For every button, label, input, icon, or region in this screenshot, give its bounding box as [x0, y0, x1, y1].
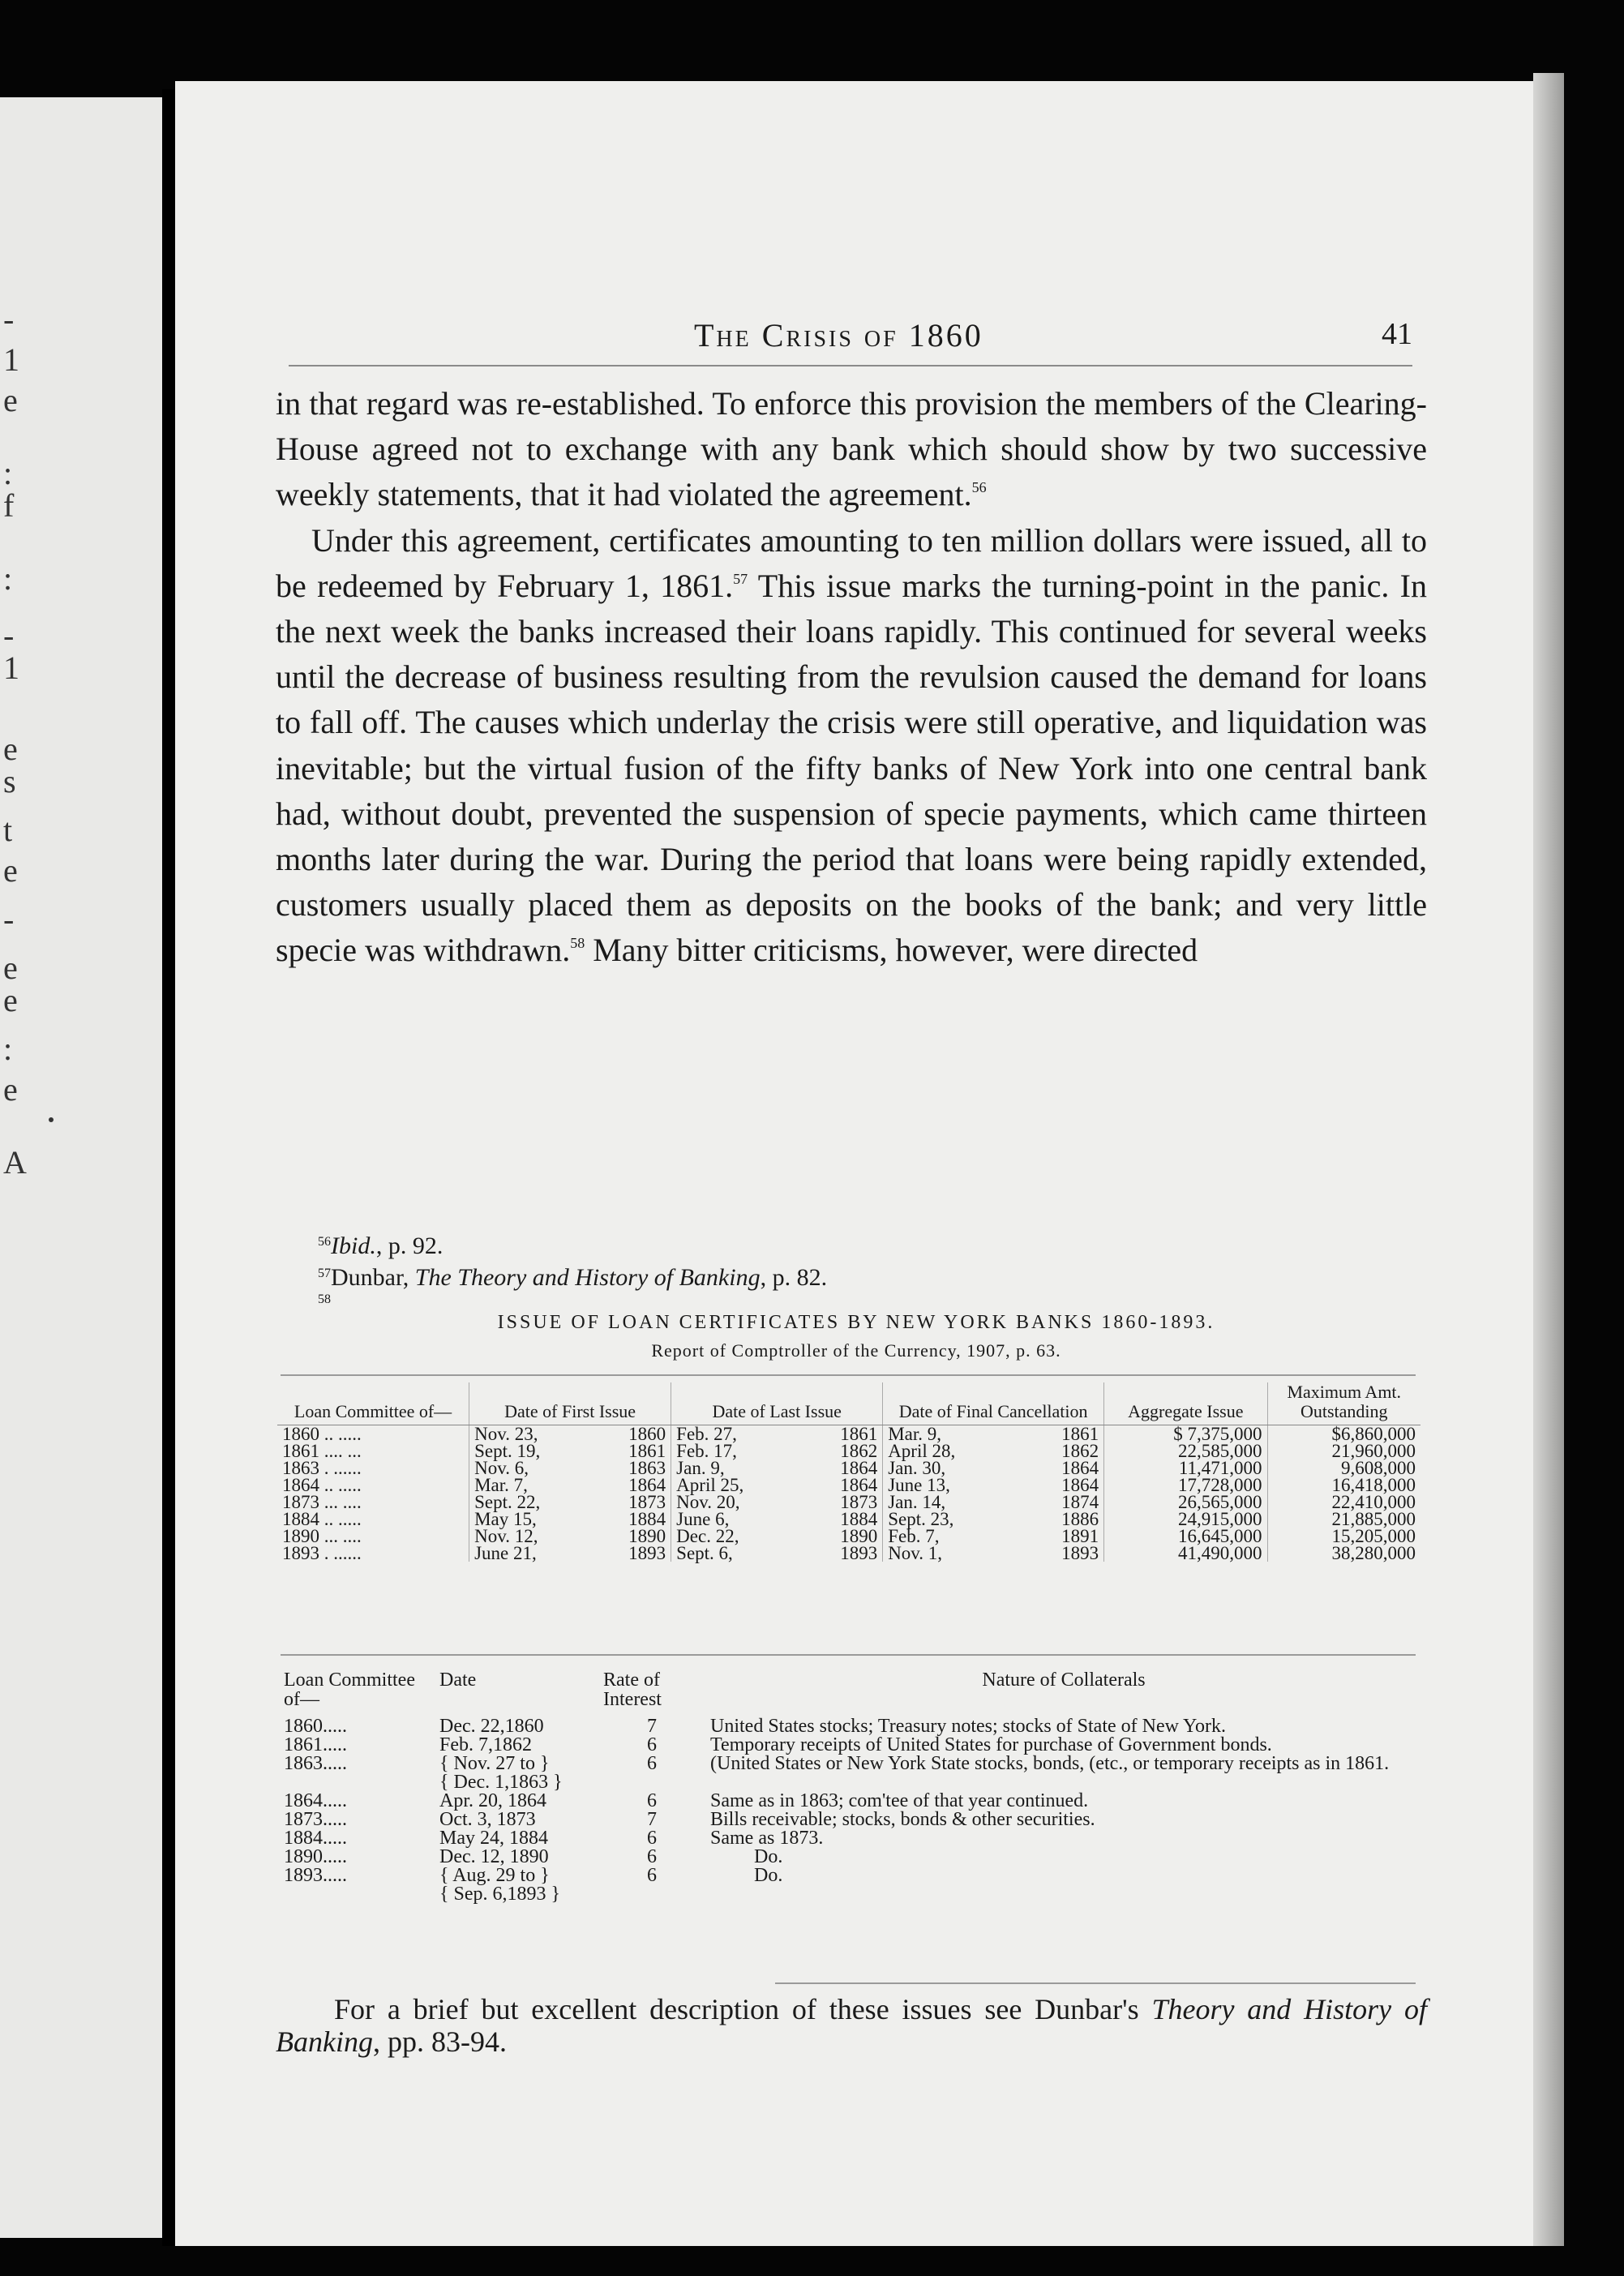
- date-cell: Apr. 20, 1864: [439, 1790, 546, 1811]
- table-row: [277, 1459, 1420, 1477]
- footnote-ref: 58: [570, 935, 585, 952]
- collaterals-cell: Do.: [754, 1865, 783, 1886]
- adjacent-page-glyph: f: [3, 487, 15, 524]
- adjacent-page-glyph: e: [3, 949, 18, 986]
- adjacent-page-glyph: e: [3, 1071, 18, 1108]
- date-cell: Jan. 9, 1864: [671, 1459, 883, 1477]
- table-row: [277, 1545, 1420, 1562]
- aggregate-cell: 16,645,000: [1104, 1528, 1267, 1545]
- book-page: [175, 81, 1533, 2246]
- aggregate-cell: 22,585,000: [1104, 1442, 1267, 1459]
- adjacent-page-glyph: -: [3, 301, 15, 337]
- adjacent-page-glyph: e: [3, 731, 18, 767]
- maximum-cell: 22,410,000: [1267, 1494, 1420, 1511]
- rate-cell: 6: [647, 1828, 657, 1849]
- committee-cell: 1890.....: [284, 1846, 347, 1867]
- committee-cell: 1890 ... ....: [282, 1526, 362, 1546]
- table-divider-rule: [281, 1654, 1416, 1656]
- table-row: [277, 1442, 1420, 1459]
- date-cell: April 28, 1862: [883, 1442, 1104, 1459]
- committee-cell: 1893.....: [284, 1865, 347, 1886]
- footnote: 58: [318, 1292, 331, 1306]
- adjacent-page-glyph: t: [3, 812, 13, 848]
- date-cell: Sept. 6, 1893: [671, 1545, 883, 1562]
- collaterals-table: [279, 1670, 1422, 1904]
- rate-cell: 7: [647, 1809, 657, 1830]
- adjacent-page-glyph: e: [3, 852, 18, 889]
- column-header: Date: [439, 1669, 477, 1691]
- column-header: Maximum Amt. Outstanding: [1267, 1382, 1420, 1425]
- body-text: [276, 381, 1427, 974]
- date-cell: May 15, 1884: [469, 1511, 671, 1528]
- committee-cell: 1873 ... ....: [282, 1492, 362, 1512]
- footnote: $^{57}$Dunbar, The Theory and History of Banking, p. 82.: [318, 1264, 828, 1291]
- date-cell: Jan. 30, 1864: [883, 1459, 1104, 1477]
- date-cell: May 24, 1884: [439, 1828, 548, 1849]
- date-cell: Feb. 7,1862: [439, 1734, 532, 1755]
- footnote-ref: 56: [971, 479, 987, 496]
- maximum-cell: $6,860,000: [1267, 1425, 1420, 1443]
- aggregate-cell: 17,728,000: [1104, 1477, 1267, 1494]
- date-cell: Feb. 17, 1862: [671, 1442, 883, 1459]
- maximum-cell: 16,418,000: [1267, 1477, 1420, 1494]
- column-header: Aggregate Issue: [1104, 1382, 1267, 1425]
- column-header: Rate of Interest: [603, 1669, 662, 1710]
- date-cell: June 13, 1864: [883, 1477, 1104, 1494]
- page-number: 41: [1382, 317, 1412, 351]
- date-cell: June 21, 1893: [469, 1545, 671, 1562]
- committee-cell: 1860 .. .....: [282, 1424, 362, 1444]
- aggregate-cell: 24,915,000: [1104, 1511, 1267, 1528]
- date-cell: Oct. 3, 1873: [439, 1809, 536, 1830]
- table-row: [279, 1717, 1422, 1736]
- table-row: [277, 1528, 1420, 1545]
- paragraph: in that regard was re-established. To enforce this provision the members of the Clearing-House agreed not to exchange with any bank which should show by two successive weekly statements, that it had violated the agreement.$^{56}$: [276, 385, 1427, 513]
- column-header: Date of Final Cancellation: [883, 1382, 1104, 1425]
- maximum-cell: 21,960,000: [1267, 1442, 1420, 1459]
- date-cell: June 6, 1884: [671, 1511, 883, 1528]
- committee-cell: 1884 .. .....: [282, 1509, 362, 1529]
- committee-cell: 1863.....: [284, 1753, 347, 1774]
- date-cell: Sept. 22, 1873: [469, 1494, 671, 1511]
- page-fore-edge: [1533, 73, 1564, 2246]
- rate-cell: 6: [647, 1865, 657, 1886]
- adjacent-page-glyph: -: [3, 617, 15, 654]
- rate-cell: 6: [647, 1846, 657, 1867]
- speck: [49, 1117, 54, 1122]
- committee-cell: 1860.....: [284, 1716, 347, 1737]
- collaterals-cell: Do.: [754, 1846, 783, 1867]
- aggregate-cell: 26,565,000: [1104, 1494, 1267, 1511]
- committee-cell: 1873.....: [284, 1809, 347, 1830]
- table-row: [277, 1511, 1420, 1528]
- committee-cell: 1861 .... ...: [282, 1441, 362, 1461]
- adjacent-page-glyph: A: [3, 1144, 27, 1181]
- maximum-cell: 38,280,000: [1267, 1545, 1420, 1562]
- adjacent-page-glyph: e: [3, 982, 18, 1018]
- table-row: [277, 1425, 1420, 1443]
- column-header: Loan Committee of—: [284, 1669, 415, 1710]
- footnotes: [318, 1228, 1372, 1312]
- aggregate-cell: 11,471,000: [1104, 1459, 1267, 1477]
- date-cell: Nov. 1, 1893: [883, 1545, 1104, 1562]
- collaterals-cell: (United States or New York State stocks, bonds, (etc., or temporary receipts as in 1861.: [710, 1753, 1390, 1774]
- maximum-cell: 15,205,000: [1267, 1528, 1420, 1545]
- table-title: ISSUE OF LOAN CERTIFICATES BY NEW YORK BANKS 1860-1893.: [497, 1312, 1215, 1333]
- table-row: [279, 1792, 1422, 1811]
- date-cell: Nov. 20, 1873: [671, 1494, 883, 1511]
- table-row: [279, 1811, 1422, 1829]
- date-cell: Jan. 14, 1874: [883, 1494, 1104, 1511]
- adjacent-page-glyph: s: [3, 763, 16, 799]
- committee-cell: 1861.....: [284, 1734, 347, 1755]
- adjacent-page-glyph: :: [3, 1031, 13, 1067]
- footnote: $^{56}$Ibid., p. 92.: [318, 1232, 443, 1259]
- date-cell: { Nov. 27 to } { Dec. 1,1863 }: [439, 1753, 563, 1793]
- date-cell: Sept. 23, 1886: [883, 1511, 1104, 1528]
- adjacent-page-glyph: :: [3, 560, 13, 597]
- committee-cell: 1884.....: [284, 1828, 347, 1849]
- maximum-cell: 21,885,000: [1267, 1511, 1420, 1528]
- date-cell: Dec. 12, 1890: [439, 1846, 549, 1867]
- date-cell: Feb. 27, 1861: [671, 1425, 883, 1443]
- table-row: [279, 1829, 1422, 1848]
- committee-cell: 1863 . ......: [282, 1458, 362, 1478]
- adjacent-page-glyph: :: [3, 455, 13, 491]
- adjacent-page-edge: [0, 97, 162, 2238]
- rate-cell: 6: [647, 1753, 657, 1774]
- aggregate-cell: $ 7,375,000: [1104, 1425, 1267, 1443]
- footnote-ref: 57: [733, 570, 748, 587]
- date-cell: Nov. 23, 1860: [469, 1425, 671, 1443]
- rate-cell: 6: [647, 1734, 657, 1755]
- section-rule: [775, 1982, 1416, 1984]
- committee-cell: 1864.....: [284, 1790, 347, 1811]
- date-cell: Feb. 7, 1891: [883, 1528, 1104, 1545]
- table-row: [277, 1494, 1420, 1511]
- maximum-cell: 9,608,000: [1267, 1459, 1420, 1477]
- adjacent-page-glyph: 1: [3, 649, 19, 686]
- collaterals-cell: Bills receivable; stocks, bonds & other securities.: [710, 1809, 1095, 1830]
- date-cell: Mar. 9, 1861: [883, 1425, 1104, 1443]
- table-row: [277, 1477, 1420, 1494]
- column-header: Date of Last Issue: [671, 1382, 883, 1425]
- adjacent-page-glyph: 1: [3, 341, 19, 378]
- committee-cell: 1864 .. .....: [282, 1475, 362, 1495]
- table-row: [279, 1867, 1422, 1904]
- table-row: [279, 1848, 1422, 1867]
- rate-cell: 7: [647, 1716, 657, 1737]
- collaterals-cell: Same as in 1863; com'tee of that year continued.: [710, 1790, 1089, 1811]
- date-cell: April 25, 1864: [671, 1477, 883, 1494]
- page-header: [289, 316, 1412, 366]
- date-cell: Dec. 22,1860: [439, 1716, 544, 1737]
- table-source: Report of Comptroller of the Currency, 1907, p. 63.: [651, 1340, 1061, 1361]
- running-title: The Crisis of 1860: [694, 317, 983, 354]
- date-cell: Dec. 22, 1890: [671, 1528, 883, 1545]
- collaterals-cell: United States stocks; Treasury notes; stocks of State of New York.: [710, 1716, 1226, 1737]
- aggregate-cell: 41,490,000: [1104, 1545, 1267, 1562]
- table-top-rule: [281, 1374, 1416, 1376]
- rate-cell: 6: [647, 1790, 657, 1811]
- column-header: Loan Committee of—: [277, 1382, 469, 1425]
- date-cell: Mar. 7, 1864: [469, 1477, 671, 1494]
- adjacent-page-glyph: -: [3, 901, 15, 937]
- column-header: Nature of Collaterals: [982, 1669, 1146, 1691]
- loan-certificates-table: [277, 1382, 1420, 1562]
- closing-note: For a brief but excellent description of these issues see Dunbar's Theory and History of Banking, pp. 83-94.: [276, 1993, 1427, 2058]
- date-cell: Sept. 19, 1861: [469, 1442, 671, 1459]
- table-row: [279, 1736, 1422, 1755]
- column-header: Date of First Issue: [469, 1382, 671, 1425]
- paragraph: Under this agreement, certificates amounting to ten million dollars were issued, all to be redeemed by February 1, 1861.57 This issue marks the turning-point in the panic. In the next week the banks increased their loans rapidly. This continued for several weeks until the decrease of business resulting from the revulsion caused the demand for loans to fall off. The causes which underlay the crisis were still operative, and liquidation was inevitable; but the virtual fusion of the fifty banks of New York into one central bank had, without doubt, prevented the suspension of specie payments, which came thirteen months later during the war. During the period that loans were being rapidly extended, customers usually placed them as deposits on the books of the bank; and very little specie was withdrawn.$^{58}$ Many bitter criticisms, however, were directed: [276, 521, 1427, 969]
- collaterals-cell: Same as 1873.: [710, 1828, 824, 1849]
- adjacent-page-glyph: e: [3, 382, 18, 418]
- book-gutter: [162, 89, 175, 2246]
- collaterals-cell: Temporary receipts of United States for purchase of Government bonds.: [710, 1734, 1272, 1755]
- date-cell: Nov. 6, 1863: [469, 1459, 671, 1477]
- table-row: [279, 1755, 1422, 1792]
- date-cell: Nov. 12, 1890: [469, 1528, 671, 1545]
- committee-cell: 1893 . ......: [282, 1543, 362, 1563]
- date-cell: { Aug. 29 to } { Sep. 6,1893 }: [439, 1865, 561, 1905]
